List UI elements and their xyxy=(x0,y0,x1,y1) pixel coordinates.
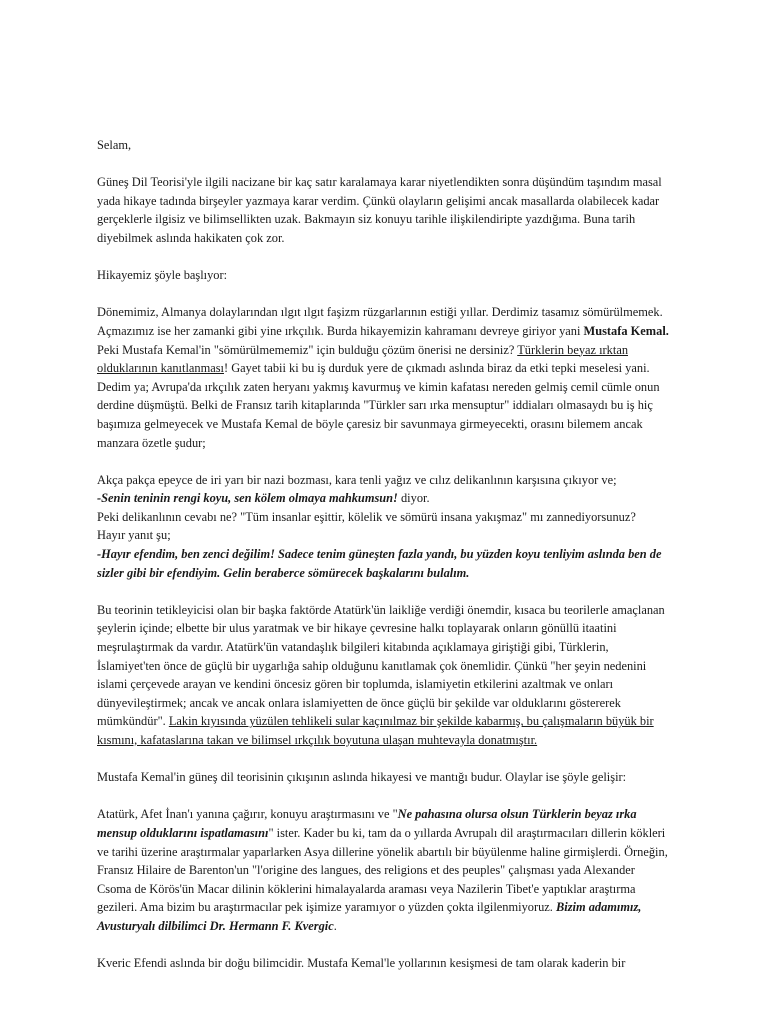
paragraph-story-start: Hikayemiz şöyle başlıyor: xyxy=(97,268,228,283)
text-run: " ister. Kader bu ki, tam da o yıllarda Avrupalı dil araştırmacıları dillerin kökleri ve tarihi üzerine araştırmalar yaparlarken Asya dillerine yönelik abartılı bir büyülenme haline girmişlerdi. Örneğin, Fransız Hilaire de Barenton'un "l'origine des langues, des religions et des peuples" çalışması yada Alexander Csoma de Körös'ün Macar dilinin köklerini himalayalarda araması veya Nazilerin Tibet'e yaptıklar araştırma gezileri. Ama bizim bu araştırmacılar pek işimize yaramıyor o yüzden çokta ilgilenmiyoruz. xyxy=(97,825,668,915)
dialogue-answer-bold: -Hayır efendim, ben zenci değilim! Sadece tenim güneşten fazla yandı, bu yüzden koyu tenliyim aslında ben de sizler gibi bir efendiyim. Gelin beraberce sömürecek başkalarını bulalım. xyxy=(97,547,662,580)
text-run: Atatürk, Afet İnan'ı yanına çağırır, konuyu araştırmasını ve " xyxy=(97,807,398,822)
underlined-claim: Türklerin beyaz ırktan olduklarının kanıtlanması xyxy=(97,342,629,376)
underlined-conclusion: Lakin kıyısında yüzülen tehlikeli sular kaçınılmaz bir şekilde kabarmış, bu çalışmaların büyük bir kısmını, kafataslarına takan ve bilimsel ırkçılık boyutuna ulaşan muhtevayla donatmıştır. xyxy=(97,714,654,747)
paragraph-intro: Güneş Dil Teorisi'yle ilgili nacizane bir kaç satır karalamaya karar niyetlendikten sonra düşündüm taşındım masal yada hikaye tadında birşeyler yazmaya karar verdim. Çünkü olayların gelişimi ancak masallarda olabilecek kadar gerçeklerle ilgisiz ve bilimsellikten uzak. Bakmayın siz konuyu tarihle ilişkilendiripte yazdığıma. Buna tarih diyebilmek aslında hakikaten çok zor. xyxy=(97,175,662,245)
paragraph-dialogue xyxy=(97,471,669,583)
bold-quote-demand: Ne pahasına olursa olsun Türklerin beyaz ırka mensup olduklarını ispatlamasını xyxy=(97,807,637,840)
text-run: ! Gayet tabii ki bu iş durduk yere de çıkmadı aslında biraz da etki tepki meselesi yani. Dedim ya; Avrupa'da ırkçılık zaten heryanı yakmış kavurmuş ve kimin kafatası nereden gelmiş cemil cümle onun derdine düşmüştü. Belki de Fransız tarih kitaplarında "Türkler sarı ırka mensuptur" iddiaları olmasaydı bu iş hiç başımıza gelmeyecek ve Mustafa Kemal de böyle çaresiz bir savunmaya girmeyecekti, orasını bilemem ancak manzara özetle şudur; xyxy=(97,361,660,450)
text-run: Dönemimiz, Almanya dolaylarından ılgıt ılgıt faşizm rüzgarlarının estiği yıllar. Derdimiz tasamız sömürülmemek. Açmazımız ise her zamanki gibi yine ırkçılık. Burda hikayemizin kahramanı devreye giriyor yani xyxy=(97,305,663,338)
text-run: Peki Mustafa Kemal'in "sömürülmememiz" için bulduğu çözüm önerisi ne dersiniz? xyxy=(97,342,518,357)
paragraph-afet-inan xyxy=(97,805,669,935)
text-run: Bu teorinin tetikleyicisi olan bir başka faktörde Atatürk'ün laikliğe verdiği önemdir, kısaca bu teorilerle amaçlanan şeylerin içinde; elbette bir ulus yaratmak ve bir hikaye çevresine halkı toplayarak onların gönüllü itaatini meşrulaştırmak da vardır. Atatürk'ün vatandaşlık bilgileri kitabında açıklamaya giriştiği gibi, Türklerin, İslamiyet'ten önce de güçlü bir uygarlığa sahip olduğunu kanıtlamak çok önemlidir. Çünkü "her şeyin nedenini islami çerçevede arayan ve kendini öncesiz gören bir toplumda, islamiyetin etkilerini azaltmak ve onları dünyevileştirmek; ancak ve ancak onlara islamiyetten de önce güçlü bir şekilde var olduklarını göstererek mümkündür". xyxy=(97,602,665,729)
dialogue-line: diyor. xyxy=(397,491,430,506)
text-run: . xyxy=(333,918,337,933)
paragraph-era xyxy=(97,303,669,452)
document-body xyxy=(97,136,669,991)
dialogue-line: Akça pakça epeyce de iri yarı bir nazi bozması, kara tenli yağız ve cılız delikanlının karşısına çıkıyor ve; xyxy=(97,472,617,487)
paragraph-logic: Mustafa Kemal'in güneş dil teorisinin çıkışının aslında hikayesi ve mantığı budur. Olaylar ise şöyle gelişir: xyxy=(97,770,627,785)
greeting: Selam, xyxy=(97,138,132,152)
bold-name-mustafa-kemal: Mustafa Kemal. xyxy=(583,323,669,338)
dialogue-quote-bold: -Senin teninin rengi koyu, sen kölem olmaya mahkumsun! xyxy=(97,491,398,506)
dialogue-line: Peki delikanlının cevabı ne? "Tüm insanlar eşittir, kölelik ve sömürü insana yakışmaz" mı zannediyorsunuz? xyxy=(97,509,636,524)
bold-name-kvergic: Bizim adamımız, Avusturyalı dilbilimci Dr. Hermann F. Kvergic xyxy=(97,900,642,933)
paragraph-kveric: Kveric Efendi aslında bir doğu bilimcidir. Mustafa Kemal'le yollarının kesişmesi de tam olarak kaderin bir xyxy=(97,956,626,971)
paragraph-secularism xyxy=(97,601,669,750)
dialogue-line: Hayır yanıt şu; xyxy=(97,528,171,543)
